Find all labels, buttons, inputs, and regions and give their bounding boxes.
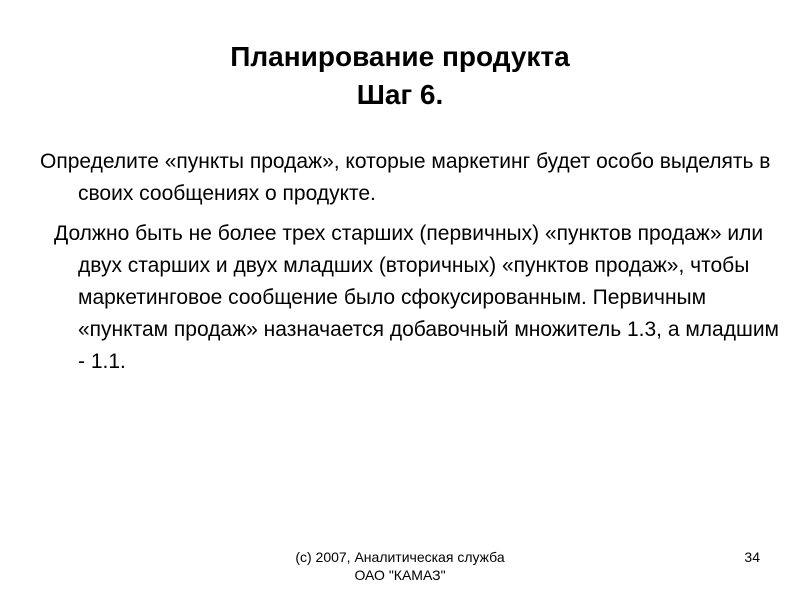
slide-body (40, 146, 785, 386)
footer-line-1: (c) 2007, Аналитическая служба (295, 549, 505, 565)
page-number: 34 (744, 549, 760, 565)
slide-title-line-1: Планирование продукта (230, 41, 570, 72)
footer-copyright (200, 548, 600, 584)
slide-title-line-2: Шаг 6. (356, 79, 444, 110)
body-paragraph-1: Определите «пункты продаж», которые маркетинг будет особо выделять в своих сообщениях о продукте. (40, 150, 771, 205)
slide-title (0, 38, 800, 114)
body-paragraph-2: Должно быть не более трех старших (первичных) «пунктов продаж» или двух старших и двух младших (вторичных) «пунктов продаж», чтобы маркетинговое сообщение было сфокусированным. Первичным «пунктам продаж» назначается добавочный множитель 1.3, а младшим - 1.1. (54, 222, 779, 373)
footer-line-2: ОАО "КАМАЗ" (354, 567, 446, 583)
